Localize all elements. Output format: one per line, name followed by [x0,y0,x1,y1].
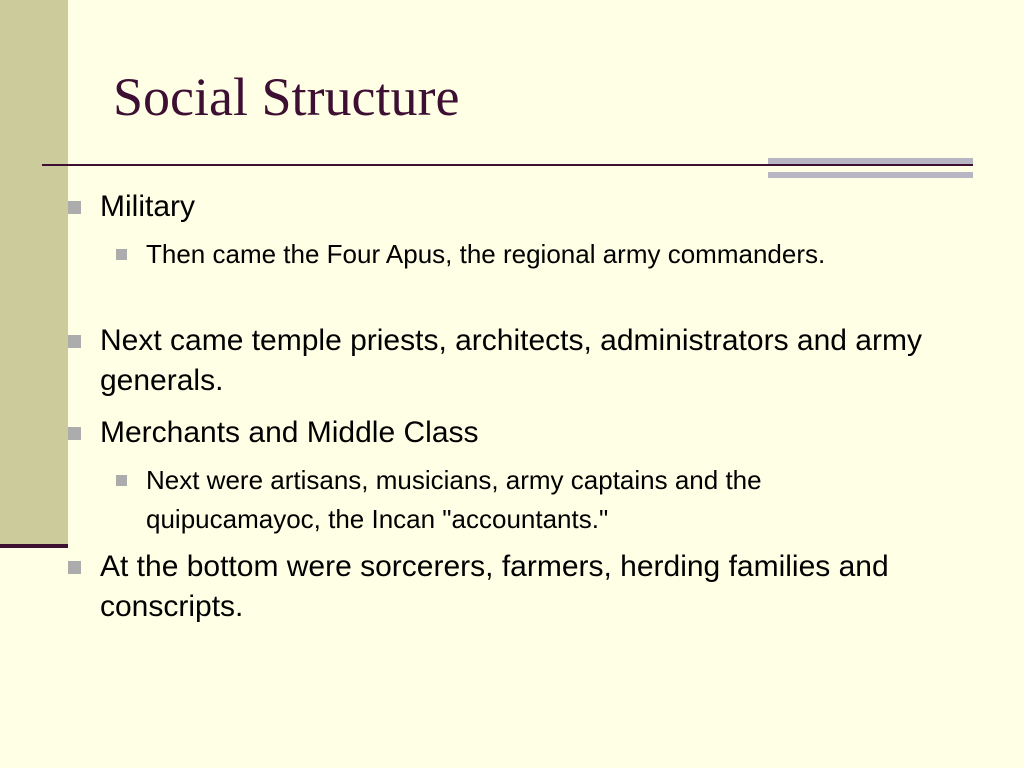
title-divider [42,164,973,166]
square-bullet-icon [68,427,81,440]
accent-bar-bottom [768,172,973,178]
square-bullet-icon [68,201,81,214]
sub-bullet-text: Next were artisans, musicians, army captains and the quipucamayoc, the Incan "accountants." [146,465,762,534]
bullet-text: Merchants and Middle Class [100,416,479,449]
left-decorative-band [0,0,68,545]
sub-bullet-text: Then came the Four Apus, the regional army commanders. [146,239,826,269]
sub-bullet-item [146,235,926,274]
square-bullet-icon [68,335,81,348]
bullet-item [100,321,980,401]
bullet-text: At the bottom were sorcerers, farmers, herding families and conscripts. [100,550,889,623]
bullet-text: Next came temple priests, architects, administrators and army generals. [100,324,922,397]
square-bullet-icon [68,561,81,574]
bullet-text: Military [100,190,195,223]
bullet-item [100,187,980,227]
slide-title: Social Structure [113,67,460,127]
bullet-item [100,413,980,453]
square-bullet-icon [116,475,127,486]
accent-bar-top [768,158,973,164]
square-bullet-icon [116,249,127,260]
sub-bullet-item [146,461,926,539]
bullet-item [100,547,980,627]
left-band-divider [0,544,68,548]
